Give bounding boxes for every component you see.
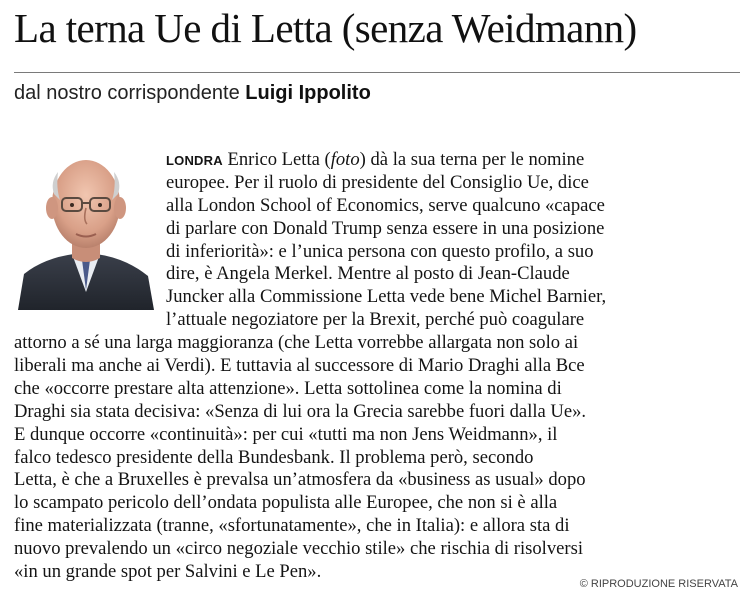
article-line — [14, 149, 740, 172]
article-line: alla London School of Economics, serve qualcuno «capace — [166, 194, 605, 216]
article-line: di parlare con Donald Trump senza essere in una posizione — [166, 217, 605, 239]
byline-divider — [14, 72, 740, 73]
article-text: Enrico Letta ( — [227, 149, 331, 170]
article-line: «in un grande spot per Salvini e Le Pen». — [14, 561, 322, 583]
byline-prefix: dal nostro corrispondente — [14, 82, 240, 104]
article-line: E dunque occorre «continuità»: per cui «tutti ma non Jens Weidmann», il — [14, 423, 558, 445]
article-line: attorno a sé una larga maggioranza (che Letta vorrebbe allargata non solo ai — [14, 332, 579, 354]
article-line: europee. Per il ruolo di presidente del Consiglio Ue, dice — [166, 171, 589, 193]
article-line: dire, è Angela Merkel. Mentre al posto di Jean-Claude — [166, 263, 570, 285]
byline-author: Luigi Ippolito — [245, 82, 371, 104]
article-line: l’attuale negoziatore per la Brexit, perché può coagulare — [166, 309, 585, 331]
article-line: di inferiorità»: e l’unica persona con questo profilo, a suo — [166, 240, 594, 262]
article-line: fine materializzata (tranne, «sfortunatamente», che in Italia): e allora sta di — [14, 515, 570, 537]
article-line: Juncker alla Commissione Letta vede bene Michel Barnier, — [166, 286, 607, 308]
article-body — [14, 149, 740, 584]
article-line: falco tedesco presidente della Bundesbank. Il problema però, secondo — [14, 446, 534, 468]
article-line: Letta, è che a Bruxelles è prevalsa un’atmosfera da «business as usual» dopo — [14, 469, 586, 491]
copyright-notice: © RIPRODUZIONE RISERVATA — [579, 578, 738, 590]
article-text: ) dà la sua terna per le nomine — [359, 149, 585, 170]
byline — [14, 80, 740, 106]
article-line: nuovo prevalendo un «circo negoziale vecchio stile» che rischia di risolversi — [14, 538, 583, 560]
article-line: liberali ma anche ai Verdi). E tuttavia al successore di Mario Draghi alla Bce — [14, 355, 585, 377]
article-line: lo scampato pericolo dell’ondata populista alle Europee, che non si è alla — [14, 492, 558, 514]
article-line: Draghi sia stata decisiva: «Senza di lui ora la Grecia sarebbe fuori dalla Ue». — [14, 400, 587, 422]
article-text-italic: foto — [330, 149, 360, 170]
dateline: LONDRA — [166, 153, 223, 168]
article-line: che «occorre prestare alta attenzione». Letta sottolinea come la nomina di — [14, 377, 562, 399]
headline: La terna Ue di Letta (senza Weidmann) — [14, 5, 637, 51]
